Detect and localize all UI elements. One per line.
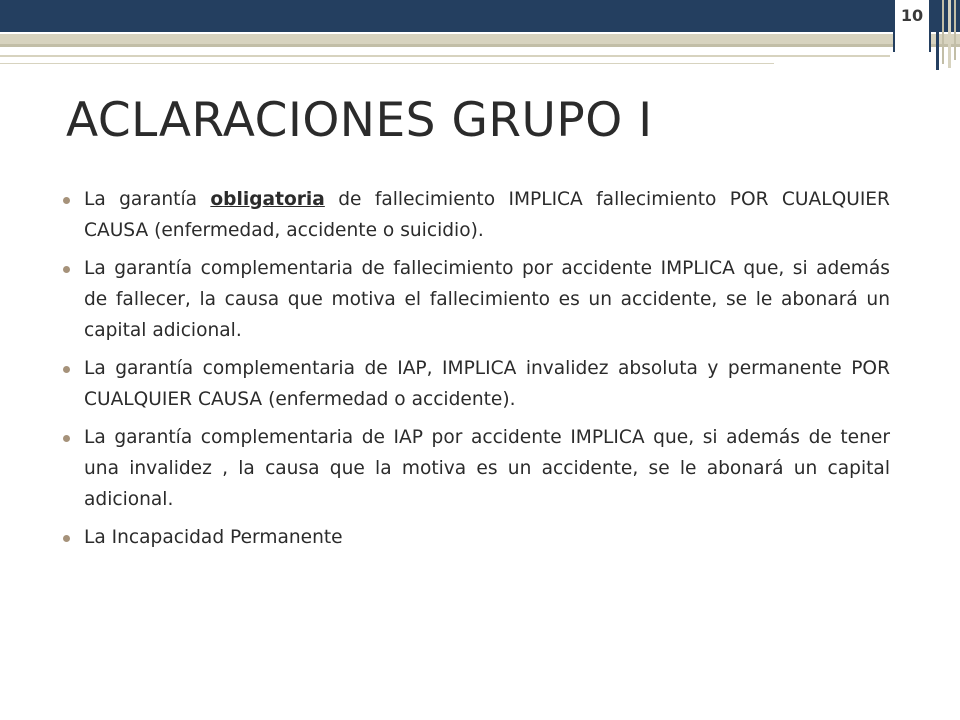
slide-title: ACLARACIONES GRUPO I <box>66 93 653 148</box>
bullet-item <box>60 522 890 553</box>
decorative-vertical-line <box>954 0 956 60</box>
bullet-icon <box>63 435 70 442</box>
header-bar <box>0 0 960 32</box>
bullet-list <box>60 184 890 560</box>
page-number: 10 <box>900 6 924 25</box>
decorative-vertical-line <box>948 0 951 68</box>
decorative-rule <box>0 34 960 44</box>
bullet-item <box>60 253 890 346</box>
bullet-item <box>60 353 890 415</box>
bullet-item <box>60 422 890 515</box>
page-number-box <box>893 0 931 52</box>
bullet-text: La garantía complementaria de IAP por accidente IMPLICA que, si además de tener una invalidez , la causa que la motiva es un accidente, se le abonará un capital adicional. <box>84 427 890 510</box>
decorative-vertical-line <box>942 0 944 64</box>
bullet-icon <box>63 366 70 373</box>
decorative-rule <box>0 55 890 57</box>
bullet-text: La garantía <box>84 189 211 210</box>
decorative-rule <box>0 44 960 47</box>
bullet-text: La garantía complementaria de fallecimiento por accidente IMPLICA que, si además de fallecer, la causa que motiva el fallecimiento es un accidente, se le abonará un capital adicional. <box>84 258 890 341</box>
bullet-text: de fallecimiento IMPLICA fallecimiento POR CUALQUIER CAUSA (enfermedad, accidente o suicidio). <box>84 189 890 241</box>
decorative-rule <box>0 63 774 64</box>
bullet-icon <box>63 266 70 273</box>
decorative-vertical-line <box>936 0 939 70</box>
emphasis-text: obligatoria <box>210 189 325 210</box>
bullet-text: La Incapacidad Permanente <box>84 527 343 548</box>
bullet-icon <box>63 197 70 204</box>
bullet-icon <box>63 535 70 542</box>
bullet-item <box>60 184 890 246</box>
bullet-text: La garantía complementaria de IAP, IMPLICA invalidez absoluta y permanente POR CUALQUIER CAUSA (enfermedad o accidente). <box>84 358 890 410</box>
